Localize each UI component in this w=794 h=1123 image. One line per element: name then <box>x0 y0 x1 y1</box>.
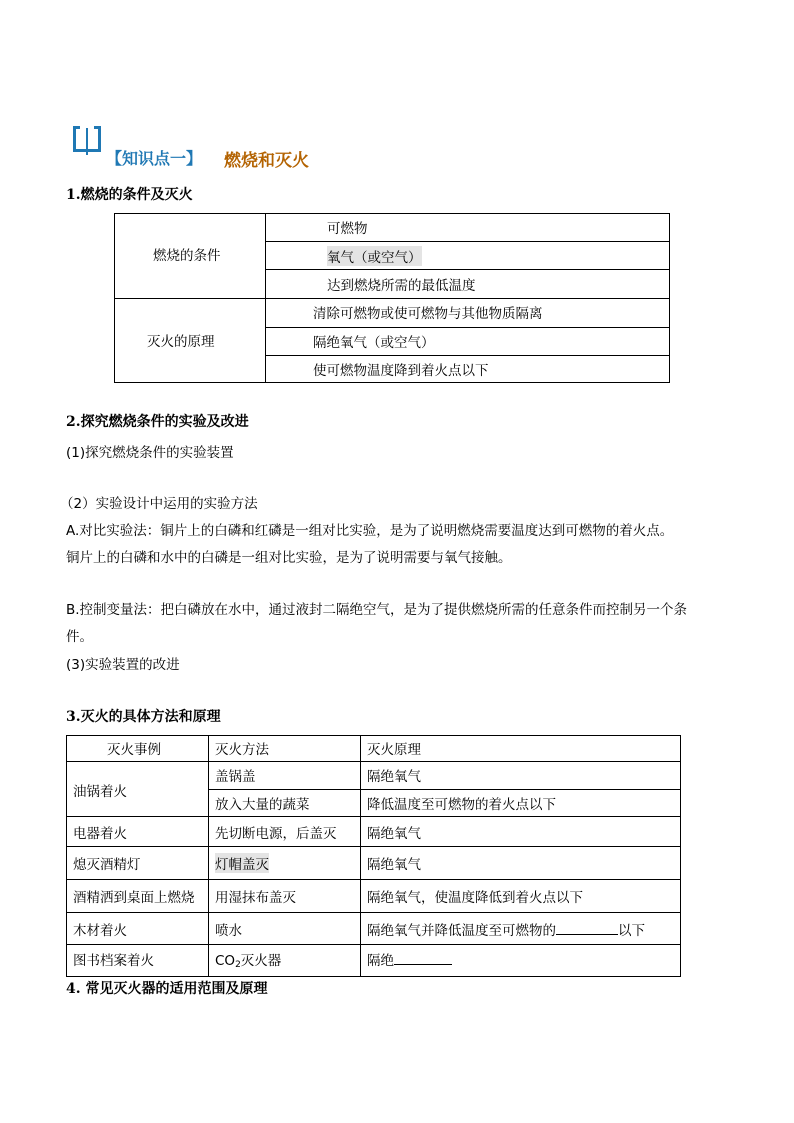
table-divider <box>265 327 669 328</box>
table-divider <box>265 241 669 242</box>
principles-label: 灭火的原理 <box>147 334 215 350</box>
condition-item: 可燃物 <box>327 221 368 237</box>
condition-item: 氧气（或空气） <box>327 246 422 266</box>
subheading: (3)实验装置的改进 <box>66 657 180 673</box>
table-cell: 灯帽盖灭 <box>215 853 269 873</box>
table-divider <box>208 789 680 790</box>
table-cell: 图书档案着火 <box>73 953 154 969</box>
subheading: （2）实验设计中运用的实验方法 <box>60 496 258 512</box>
table-header: 灭火方法 <box>215 742 269 758</box>
section-title-bracket: 【知识点一】 <box>106 149 203 168</box>
table-divider <box>67 846 680 847</box>
table-divider <box>208 736 209 976</box>
table-header: 灭火原理 <box>367 742 421 758</box>
book-icon <box>70 124 104 156</box>
table-cell <box>367 919 645 939</box>
heading-3: 3.灭火的具体方法和原理 <box>66 709 221 725</box>
table-cell: 盖锅盖 <box>215 769 256 785</box>
paragraph-line: 铜片上的白磷和水中的白磷是一组对比实验，是为了说明需要与氧气接触。 <box>66 550 512 566</box>
table-divider <box>67 816 680 817</box>
table-cell <box>215 949 281 970</box>
table-divider <box>67 912 680 913</box>
table-cell: 隔绝氧气，使温度降低到着火点以下 <box>367 890 583 906</box>
cell-text: CO <box>215 953 236 969</box>
table-cell: 熄灭酒精灯 <box>73 857 141 873</box>
heading-4: 4. 常见灭火器的适用范围及原理 <box>66 981 268 997</box>
conditions-label: 燃烧的条件 <box>153 248 221 264</box>
table-cell: 电器着火 <box>73 826 127 842</box>
paragraph-line: 件。 <box>66 629 93 645</box>
principle-item: 使可燃物温度降到着火点以下 <box>313 363 489 379</box>
table-divider <box>67 944 680 945</box>
cell-text: 隔绝氧气并降低温度至可燃物的 <box>367 923 556 939</box>
heading-1: 1.燃烧的条件及灭火 <box>66 187 193 203</box>
subheading: (1)探究燃烧条件的实验装置 <box>66 445 234 461</box>
fill-blank <box>556 922 618 935</box>
section-title: 燃烧和灭火 <box>224 151 309 171</box>
table-divider <box>115 298 669 299</box>
table-cell: 酒精洒到桌面上燃烧 <box>73 890 195 906</box>
table-cell: 隔绝氧气 <box>367 857 421 873</box>
table-cell: 木材着火 <box>73 923 127 939</box>
table-divider <box>67 879 680 880</box>
fill-blank <box>394 952 452 965</box>
cell-text: 灭火器 <box>240 953 282 969</box>
table-cell: 放入大量的蔬菜 <box>215 797 310 813</box>
heading-2: 2.探究燃烧条件的实验及改进 <box>66 414 249 430</box>
combustion-table <box>114 213 670 383</box>
table-cell <box>367 949 452 969</box>
condition-item: 达到燃烧所需的最低温度 <box>327 278 476 294</box>
table-divider <box>360 736 361 976</box>
table-cell: 油锅着火 <box>73 784 127 800</box>
table-divider <box>265 269 669 270</box>
table-cell: 隔绝氧气 <box>367 769 421 785</box>
table-header: 灭火事例 <box>107 742 161 758</box>
table-cell: 喷水 <box>215 923 242 939</box>
table-cell: 降低温度至可燃物的着火点以下 <box>367 797 556 813</box>
principle-item: 清除可燃物或使可燃物与其他物质隔离 <box>313 306 543 322</box>
paragraph-line: A.对比实验法：铜片上的白磷和红磷是一组对比实验，是为了说明燃烧需要温度达到可燃物的着火点。 <box>66 523 674 539</box>
table-cell: 隔绝氧气 <box>367 826 421 842</box>
table-cell: 先切断电源，后盖灭 <box>215 826 337 842</box>
cell-text: 以下 <box>618 923 645 939</box>
paragraph-line: B.控制变量法：把白磷放在水中，通过液封二隔绝空气，是为了提供燃烧所需的任意条件而控制另一个条 <box>66 602 688 618</box>
cell-text: 隔绝 <box>367 953 394 969</box>
table-cell: 用湿抹布盖灭 <box>215 890 296 906</box>
subscript: 2 <box>235 960 241 970</box>
table-divider <box>67 761 680 762</box>
fire-methods-table <box>66 735 681 977</box>
table-divider <box>265 355 669 356</box>
principle-item: 隔绝氧气（或空气） <box>313 335 435 351</box>
